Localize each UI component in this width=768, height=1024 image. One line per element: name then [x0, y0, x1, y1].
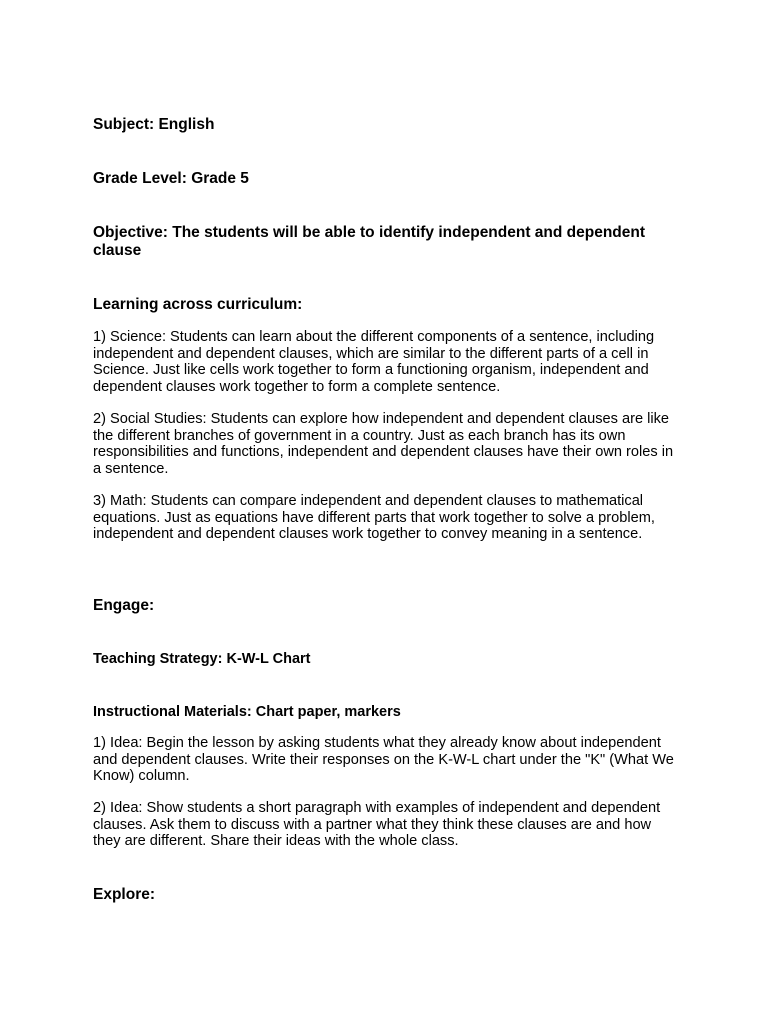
- learning-heading: Learning across curriculum:: [93, 296, 303, 313]
- learning-item-social-studies: 2) Social Studies: Students can explore how independent and dependent clauses are like the different branches of government in a country. Just as each branch has its own responsibilities and functions, independent and dependent clauses have their own roles in a sentence.: [93, 411, 674, 477]
- grade-level-heading: Grade Level: Grade 5: [93, 170, 249, 187]
- engage-item-1: 1) Idea: Begin the lesson by asking students what they already know about independent and dependent clauses. Write their responses on the K-W-L chart under the "K" (What We Know) column.: [93, 735, 674, 785]
- learning-item-science: 1) Science: Students can learn about the different components of a sentence, including independent and dependent clauses, which are similar to the different parts of a cell in Science. Just like cells work together to form a functioning organism, independent and dependent clauses work together to form a complete sentence.: [93, 329, 655, 395]
- instructional-materials-heading: Instructional Materials: Chart paper, markers: [93, 704, 401, 720]
- learning-item-math: 3) Math: Students can compare independent and dependent clauses to mathematical equations. Just as equations have different parts that work together to solve a problem, independent and dependent clauses work together to convey meaning in a sentence.: [93, 493, 655, 543]
- subject-heading: Subject: English: [93, 116, 215, 133]
- objective-heading: Objective: The students will be able to identify independent and dependent clause: [93, 224, 646, 259]
- explore-heading: Explore:: [93, 886, 156, 903]
- engage-heading: Engage:: [93, 597, 155, 614]
- teaching-strategy-heading: Teaching Strategy: K-W-L Chart: [93, 651, 311, 667]
- engage-item-2: 2) Idea: Show students a short paragraph with examples of independent and dependent clauses. Ask them to discuss with a partner what they think these clauses are and how they are different. Share their ideas with the whole class.: [93, 800, 661, 850]
